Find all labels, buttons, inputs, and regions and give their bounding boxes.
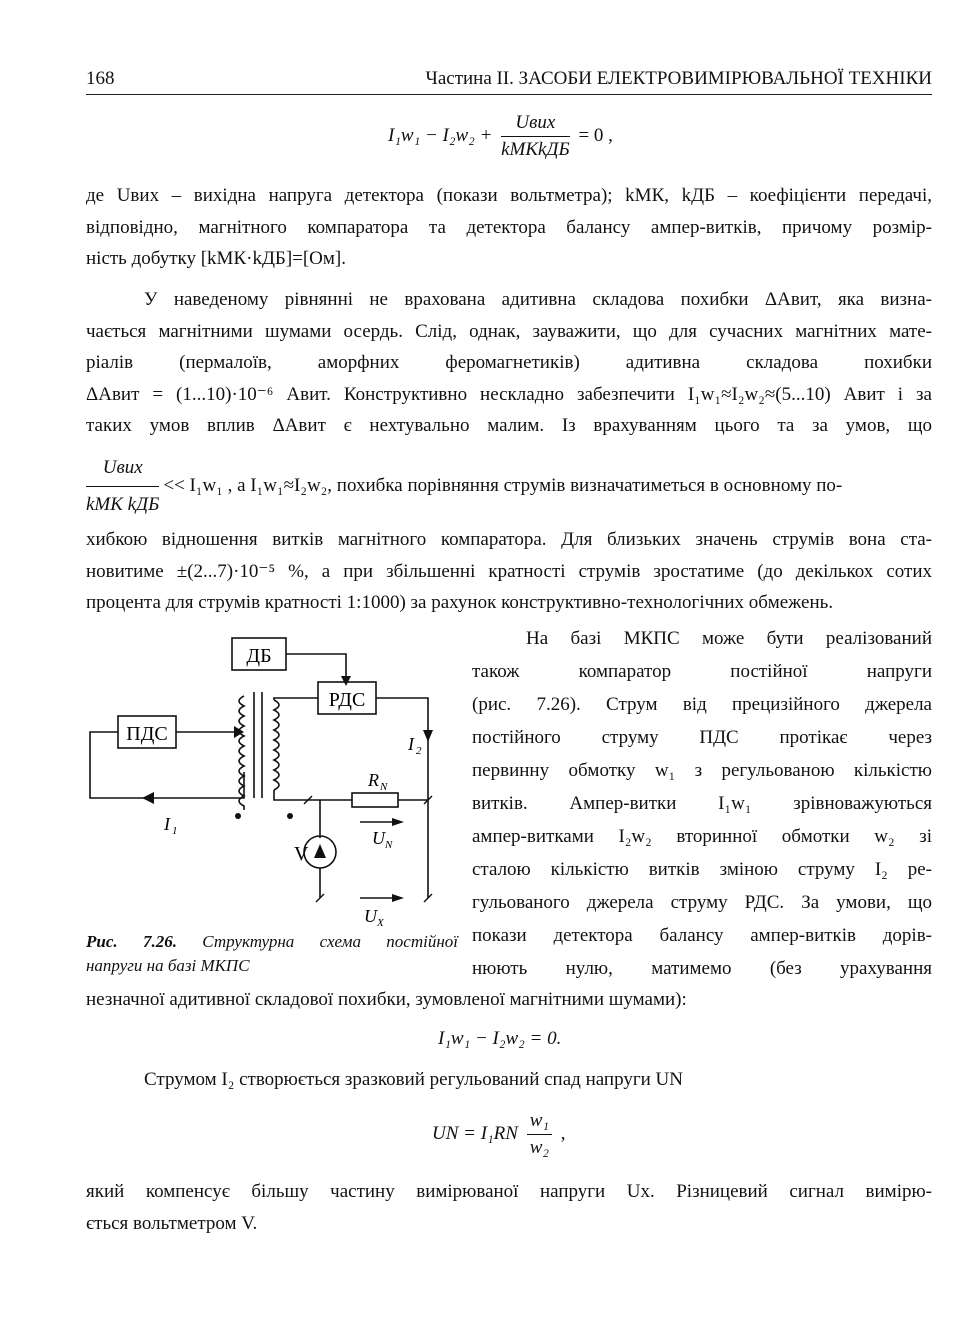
caption-text-1: Структурна схема постійної (202, 932, 458, 951)
condition-denominator: kМК kДБ (86, 493, 160, 515)
text-line: ріалів (пермалоїв, аморфних феромагнетиків) адитивна складова похибки (86, 352, 932, 373)
equation-3-denominator: w₂ (529, 1137, 549, 1158)
equation-1-right: = 0 , (578, 124, 613, 146)
equation-1-fraction (501, 112, 570, 161)
text-line: покази детектора балансу ампер-витків дорів- (472, 925, 932, 946)
i1-sub: 1 (172, 825, 178, 837)
equation-1 (388, 112, 613, 161)
paragraph-3 (86, 524, 932, 619)
rn-sub: N (380, 781, 388, 793)
equation-2: I₁w₁ − I₂w₂ = 0. (438, 1028, 562, 1049)
ux-label: U (364, 906, 377, 926)
equation-3-numerator: w₁ (527, 1110, 552, 1135)
text-line: також компаратор постійної напруги (472, 661, 932, 682)
un-label: U (372, 828, 385, 848)
text-line: витків. Ампер-витки I₁w₁ зрівноважуються (472, 793, 932, 814)
text-line: первинну обмотку w₁ з регульованою кількістю (472, 760, 932, 781)
i1-label: I (164, 814, 170, 834)
text-line: (рис. 7.26). Струм від прецизійного джерела (472, 694, 932, 715)
equation-3 (432, 1110, 565, 1159)
text-line: сталою кількістю витків зміною струму I₂ ре- (472, 859, 932, 880)
text-line: Струмом I₂ створюється зразковий регульований спад напруги UN (144, 1069, 683, 1090)
text-line: новитиме ±(2...7)·10⁻⁵ %, а при збільшенні кратності струмів зростатиме (до декількох сотих (86, 560, 932, 582)
text-line: незначної адитивної складової похибки, зумовленої магнітними шумами): (86, 989, 687, 1010)
caption-text-2: напруги на базі МКПС (86, 956, 250, 975)
paragraph-5 (86, 1064, 932, 1096)
ux-sub: X (377, 917, 384, 929)
running-title: Частина II. ЗАСОБИ ЕЛЕКТРОВИМІРЮВАЛЬНОЇ ТЕХНІКИ (425, 68, 932, 89)
text-line: процента для струмів кратності 1:1000) за рахунок конструктивно-технологічних обмежень. (86, 592, 834, 613)
text-line: нюють нулю, матимемо (без урахування (472, 958, 932, 979)
text-line: постійного струму ПДС протікає через (472, 727, 932, 748)
text-line: відповідно, магнітного компаратора та детектора балансу ампер-витків, причому розмір- (86, 216, 932, 238)
un-sub: N (385, 839, 393, 851)
equation-1-denominator: kМКkДБ (501, 139, 570, 160)
text-line: ампер-витками I₂w₂ вторинної обмотки w₂ зі (472, 826, 932, 847)
equation-3-left: UN = I₁RN (432, 1122, 518, 1144)
equation-1-left: I₁w₁ − I₂w₂ + (388, 124, 493, 146)
equation-3-fraction (527, 1110, 552, 1159)
page-header (86, 64, 932, 95)
text-line: хибкою відношення витків магнітного компаратора. Для близьких значень струмів вона ста- (86, 529, 932, 550)
v-label: V (294, 843, 309, 865)
figure-7-26 (86, 630, 466, 930)
text-line: ΔАвит = (1...10)·10⁻⁶ Авит. Конструктивно нескладно забезпечити I₁w₁≈I₂w₂≈(5...10) Авит і за (86, 383, 932, 405)
caption-line-1 (86, 930, 458, 954)
figure-caption (86, 930, 458, 978)
rn-label: R (368, 770, 379, 790)
text-line: ність добутку [kМК·kДБ]=[Ом]. (86, 248, 347, 269)
condition-fraction (86, 452, 159, 520)
paragraph-2 (86, 284, 932, 442)
condition-text: << I₁w₁ , а I₁w₁≈I₂w₂, похибка порівняння струмів визначатиметься в основному по- (163, 475, 843, 497)
page-number: 168 (86, 68, 115, 89)
rds-label: РДС (328, 689, 366, 711)
pds-label: ПДС (126, 723, 168, 745)
equation-1-numerator: Uвих (501, 112, 570, 137)
i2-label: I (408, 734, 414, 754)
fraction-condition-line (86, 452, 932, 520)
text-line: У наведеному рівнянні не врахована адитивна складова похибки ΔАвит, яка визна- (144, 289, 932, 310)
text-line: чається магнітними шумами осердь. Слід, однак, зауважити, що для сучасних магнітних мате- (86, 320, 932, 342)
caption-label: Рис. 7.26. (86, 932, 177, 951)
paragraph-6 (86, 1176, 932, 1239)
text-line: таких умов вплив ΔАвит є нехтувально малим. Із врахуванням цього та за умов, що (86, 415, 932, 436)
text-line: де Uвих – вихідна напруга детектора (покази вольтметра); kМК, kДБ – коефіцієнти передачі, (86, 185, 932, 206)
rn-resistor (352, 793, 398, 807)
db-label: ДБ (246, 645, 272, 667)
i2-sub: 2 (416, 745, 422, 757)
text-line: ється вольтметром V. (86, 1212, 258, 1234)
paragraph-1 (86, 180, 932, 275)
equation-3-right: , (560, 1122, 566, 1144)
condition-numerator: Uвих (86, 452, 159, 487)
text-line: гульованого джерела струму РДС. За умови, що (472, 892, 932, 913)
paragraph-4-tail (86, 984, 932, 1016)
side-text (472, 622, 932, 985)
text-line: який компенсує більшу частину вимірюваної напруги Ux. Різницевий сигнал вимірю- (86, 1181, 932, 1202)
text-line: На базі МКПС може бути реалізований (526, 628, 932, 649)
